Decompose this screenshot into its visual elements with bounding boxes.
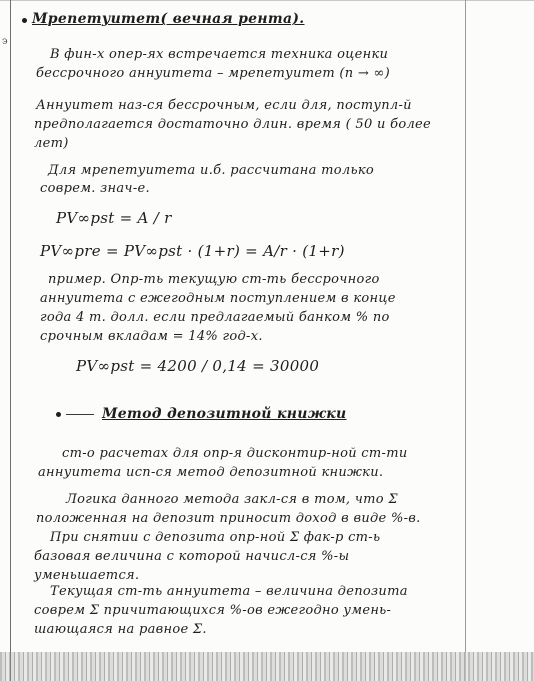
heading-dash xyxy=(66,414,94,415)
left-margin-line xyxy=(10,0,11,681)
s1-p4-line-2: аннуитета с ежегодным поступлением в конце xyxy=(40,291,396,306)
s1-p2-line-1: Аннуитет наз-ся бессрочным, если для, поступл-й xyxy=(36,98,412,113)
s2-p2-line-5: уменьшается. xyxy=(34,568,140,583)
s2-p2-line-3: При снятии с депозита опр-ной Σ фак-р ст-ь xyxy=(50,530,381,545)
s2-p1-line-2: аннуитета исп-ся метод депозитной книжки. xyxy=(38,465,384,480)
s1-p4-line-1: пример. Опр-ть текущую ст-ть бессрочного xyxy=(48,272,380,287)
formula-example: PV∞pst = 4200 / 0,14 = 30000 xyxy=(76,357,320,375)
s1-p4-line-3: года 4 т. долл. если предлагаемый банком % по xyxy=(40,310,390,325)
s1-p3-line-2: соврем. знач-е. xyxy=(40,181,150,196)
s2-p3-line-1: Текущая ст-ть аннуитета – величина депозита xyxy=(50,584,408,599)
s1-p2-line-3: лет) xyxy=(34,136,69,151)
bullet-section-2 xyxy=(56,412,61,417)
section-1-heading: Мрепетуитет( вечная рента). xyxy=(32,11,305,27)
s2-p2-line-2: положенная на депозит приносит доход в виде %-в. xyxy=(36,511,421,526)
formula-pv-pst: PV∞pst = A / r xyxy=(56,209,172,227)
s2-p3-line-2: соврем Σ причитающихся %-ов ежегодно умень- xyxy=(34,603,392,618)
s1-p4-line-4: срочным вкладам = 14% год-х. xyxy=(40,329,263,344)
s1-p3-line-1: Для мрепетуитета и.б. рассчитана только xyxy=(48,163,375,178)
page-bottom-scan-border xyxy=(0,652,534,681)
s2-p1-line-1: ст-о расчетах для опр-я дисконтир-ной ст-ти xyxy=(62,446,408,461)
s1-p2-line-2: предполагается достаточно длин. время ( 50 и более xyxy=(34,117,432,132)
page-top-edge xyxy=(0,0,534,1)
s2-p3-line-3: шающаяся на равное Σ. xyxy=(34,622,207,637)
bullet-section-1 xyxy=(22,18,27,23)
s2-p2-line-4: базовая величина с которой начисл-ся %-ы xyxy=(34,549,350,564)
s1-p1-line-2: бессрочного аннуитета – мрепетуитет (n → ∞) xyxy=(36,66,390,81)
s2-p2-line-1: Логика данного метода закл-ся в том, что Σ xyxy=(66,492,398,507)
section-2-heading: Метод депозитной книжки xyxy=(102,406,347,422)
right-margin-line xyxy=(465,0,466,681)
s1-p1-line-1: В фин-х опер-ях встречается техника оценки xyxy=(50,47,389,62)
formula-pv-pre: PV∞pre = PV∞pst · (1+r) = A/r · (1+r) xyxy=(40,242,345,260)
margin-mark: э xyxy=(2,36,8,47)
